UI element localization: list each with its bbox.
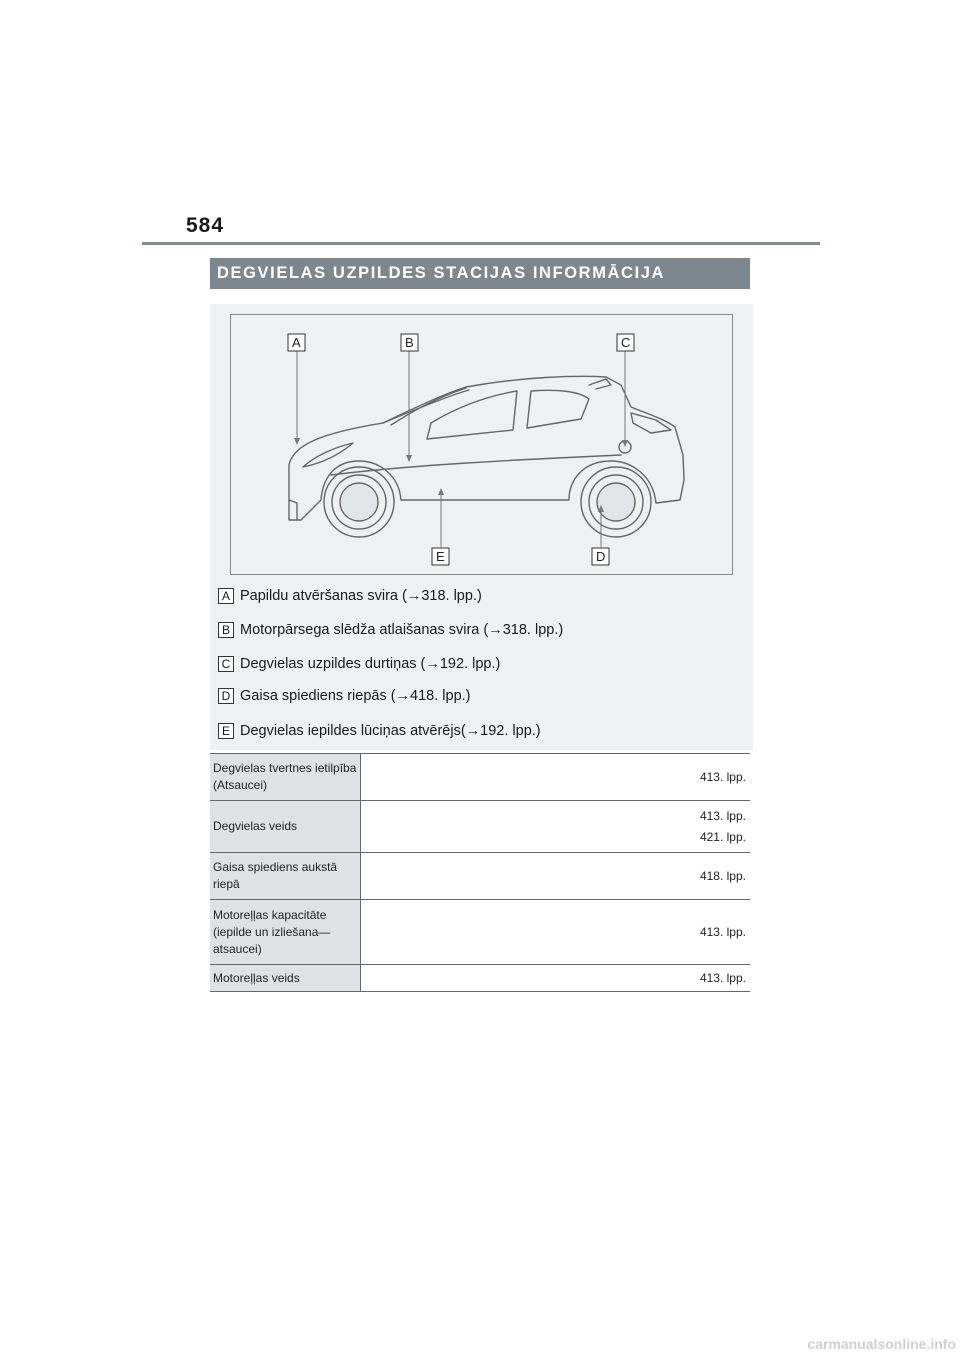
- diagram-label-b: B: [405, 335, 414, 350]
- table-row-value: [360, 801, 750, 852]
- table-row-label: Degvielas veids: [210, 801, 360, 852]
- car-diagram: [230, 314, 733, 575]
- diagram-label-e: E: [436, 549, 445, 564]
- callout-text: Gaisa spiediens riepās (→418. lpp.): [240, 688, 471, 704]
- page-reference: 421. lpp.: [699, 829, 746, 844]
- page-reference: 413. lpp.: [699, 970, 746, 985]
- table-row: [210, 801, 750, 853]
- callout-text: Papildu atvēršanas svira (→318. lpp.): [240, 588, 482, 604]
- callout-text: Degvielas iepildes lūciņas atvērējs(→192. lpp.): [240, 723, 541, 739]
- table-row-label: Motoreļļas kapacitāte (iepilde un izliešana— atsaucei): [210, 900, 360, 964]
- table-row-label: Degvielas tvertnes ietilpība (Atsaucei): [210, 754, 360, 800]
- table-row-value: [360, 900, 750, 964]
- table-row-value: [360, 754, 750, 800]
- watermark: carmanualsonline.info: [807, 1336, 956, 1352]
- side-crease: [331, 455, 621, 475]
- callout-letter: E: [218, 723, 234, 739]
- top-divider: [142, 242, 820, 245]
- table-row: [210, 853, 750, 900]
- car-side-illustration: [231, 315, 734, 576]
- callout-letter: A: [218, 588, 234, 604]
- callout-letter: B: [218, 622, 234, 638]
- table-row-label: Gaisa spiediens aukstā riepā: [210, 853, 360, 899]
- rear-window: [527, 390, 589, 428]
- section-title: DEGVIELAS UZPILDES STACIJAS INFORMĀCIJA: [210, 258, 750, 289]
- callout-letter: C: [218, 656, 234, 672]
- page-number: 584: [186, 214, 225, 237]
- arrow-c: [622, 440, 628, 447]
- page-reference: 418. lpp.: [699, 868, 746, 883]
- page-reference: 413. lpp.: [699, 808, 746, 823]
- front-wheel-hub: [340, 483, 378, 521]
- callout-item-d: [218, 686, 471, 706]
- info-table: [210, 753, 750, 992]
- front-bumper: [289, 500, 297, 520]
- car-windshield: [391, 388, 466, 425]
- table-row: [210, 965, 750, 992]
- arrow-a: [294, 438, 300, 445]
- diagram-label-a: A: [292, 335, 301, 350]
- rear-light: [631, 413, 671, 433]
- arrow-e: [438, 488, 444, 495]
- rear-wheel-hub: [597, 483, 635, 521]
- table-row-value: [360, 965, 750, 991]
- page-reference: 413. lpp.: [699, 769, 746, 784]
- rear-spoiler: [589, 379, 611, 389]
- callout-text: Degvielas uzpildes durtiņas (→192. lpp.): [240, 656, 501, 672]
- table-row: [210, 754, 750, 801]
- callout-item-b: [218, 620, 563, 640]
- callout-text: Motorpārsega slēdža atlaišanas svira (→318. lpp.): [240, 622, 564, 638]
- callout-item-c: [218, 654, 500, 674]
- table-row-label: Motoreļļas veids: [210, 965, 360, 991]
- table-row: [210, 900, 750, 965]
- diagram-label-d: D: [596, 549, 606, 564]
- table-row-value: [360, 853, 750, 899]
- page-reference: 413. lpp.: [699, 924, 746, 939]
- callout-item-e: [218, 721, 541, 741]
- callout-item-a: [218, 586, 482, 606]
- arrow-b: [406, 455, 412, 462]
- car-hood-line: [383, 390, 469, 423]
- callout-letter: D: [218, 688, 234, 704]
- diagram-label-c: C: [621, 335, 631, 350]
- figure-panel: [210, 304, 753, 750]
